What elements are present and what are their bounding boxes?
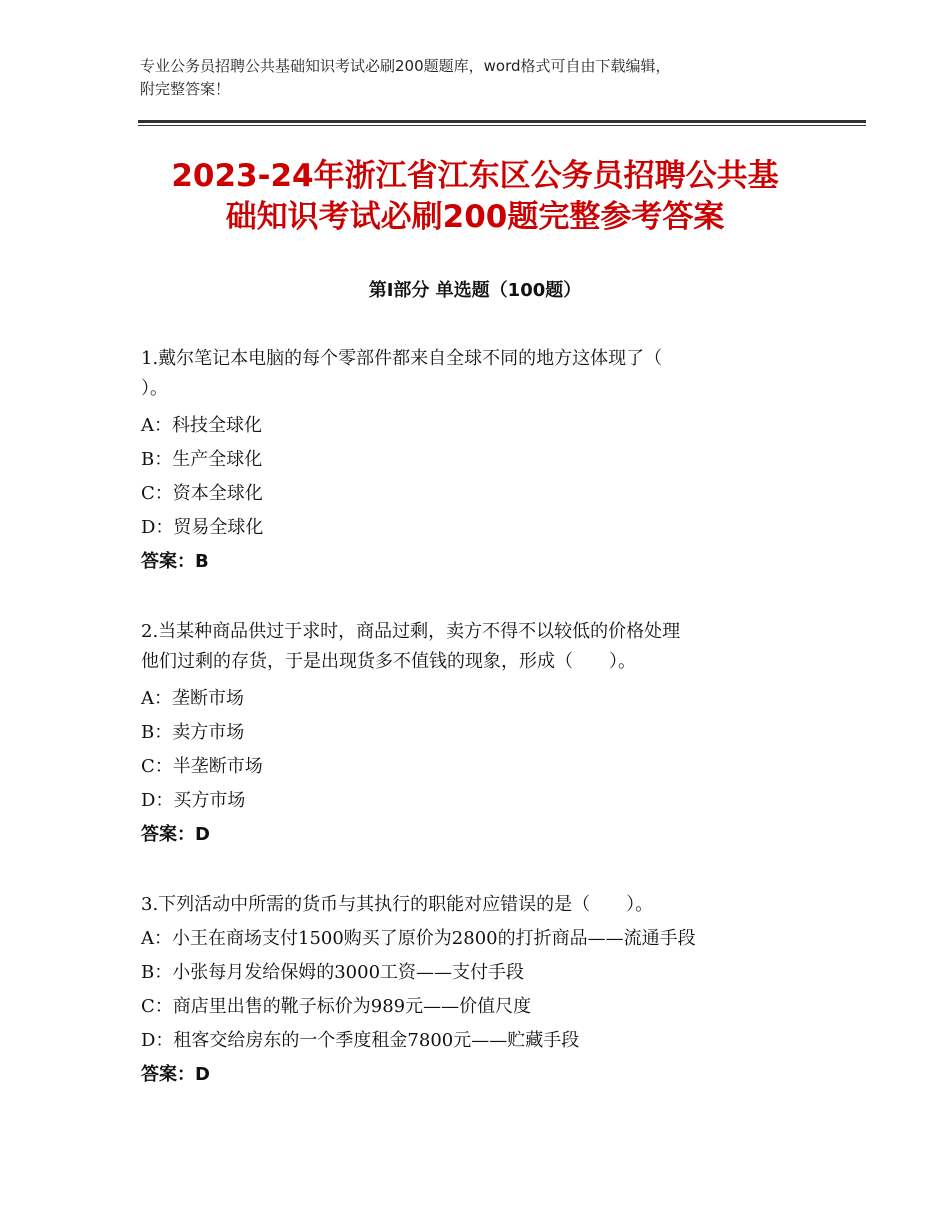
question-3-option-a: A：小王在商场支付1500购买了原价为2800的打折商品——流通手段 — [141, 928, 696, 949]
question-2-stem-line-1: 2.当某种商品供过于求时，商品过剩，卖方不得不以较低的价格处理 — [141, 621, 681, 642]
question-1-stem-line-1: 1.戴尔笔记本电脑的每个零部件都来自全球不同的地方这体现了（ — [141, 348, 663, 369]
question-1-option-a: A：科技全球化 — [141, 415, 262, 436]
document-title-line-2: 础知识考试必刷200题完整参考答案 — [225, 199, 725, 235]
question-1-stem — [141, 344, 821, 404]
header-note — [140, 55, 840, 101]
document-title-line-1: 2023-24年浙江省江东区公务员招聘公共基 — [171, 158, 779, 194]
header-divider-thick — [138, 120, 866, 123]
question-3-option-d: D：租客交给房东的一个季度租金7800元——贮藏手段 — [141, 1030, 580, 1051]
question-1-stem-line-2: ）。 — [141, 378, 168, 399]
question-3-stem — [141, 890, 821, 920]
question-2-answer: 答案：D — [141, 824, 210, 845]
question-2-option-a: A：垄断市场 — [141, 688, 244, 709]
question-2-stem-line-2: 他们过剩的存货，于是出现货多不值钱的现象，形成（ ）。 — [141, 651, 636, 672]
question-1-option-c: C：资本全球化 — [141, 483, 263, 504]
question-2-option-d: D：买方市场 — [141, 790, 246, 811]
header-note-line-2: 附完整答案！ — [140, 80, 231, 98]
question-2-stem — [141, 617, 821, 677]
question-3-stem-line-1: 3.下列活动中所需的货币与其执行的职能对应错误的是（ ）。 — [141, 894, 654, 915]
question-1-option-d: D：贸易全球化 — [141, 517, 264, 538]
section-heading: 第Ⅰ部分 单选题（100题） — [368, 280, 582, 301]
question-2-option-c: C：半垄断市场 — [141, 756, 263, 777]
header-divider-thin — [138, 125, 866, 126]
document-title — [120, 156, 830, 238]
question-2-option-b: B：卖方市场 — [141, 722, 245, 743]
question-1-option-b: B：生产全球化 — [141, 449, 263, 470]
question-3-answer: 答案：D — [141, 1064, 210, 1085]
question-1-answer: 答案：B — [141, 551, 209, 572]
question-3-option-b: B：小张每月发给保姆的3000工资——支付手段 — [141, 962, 525, 983]
header-note-line-1: 专业公务员招聘公共基础知识考试必刷200题题库，word格式可自由下载编辑， — [140, 57, 671, 75]
question-3-option-c: C：商店里出售的靴子标价为989元——价值尺度 — [141, 996, 532, 1017]
